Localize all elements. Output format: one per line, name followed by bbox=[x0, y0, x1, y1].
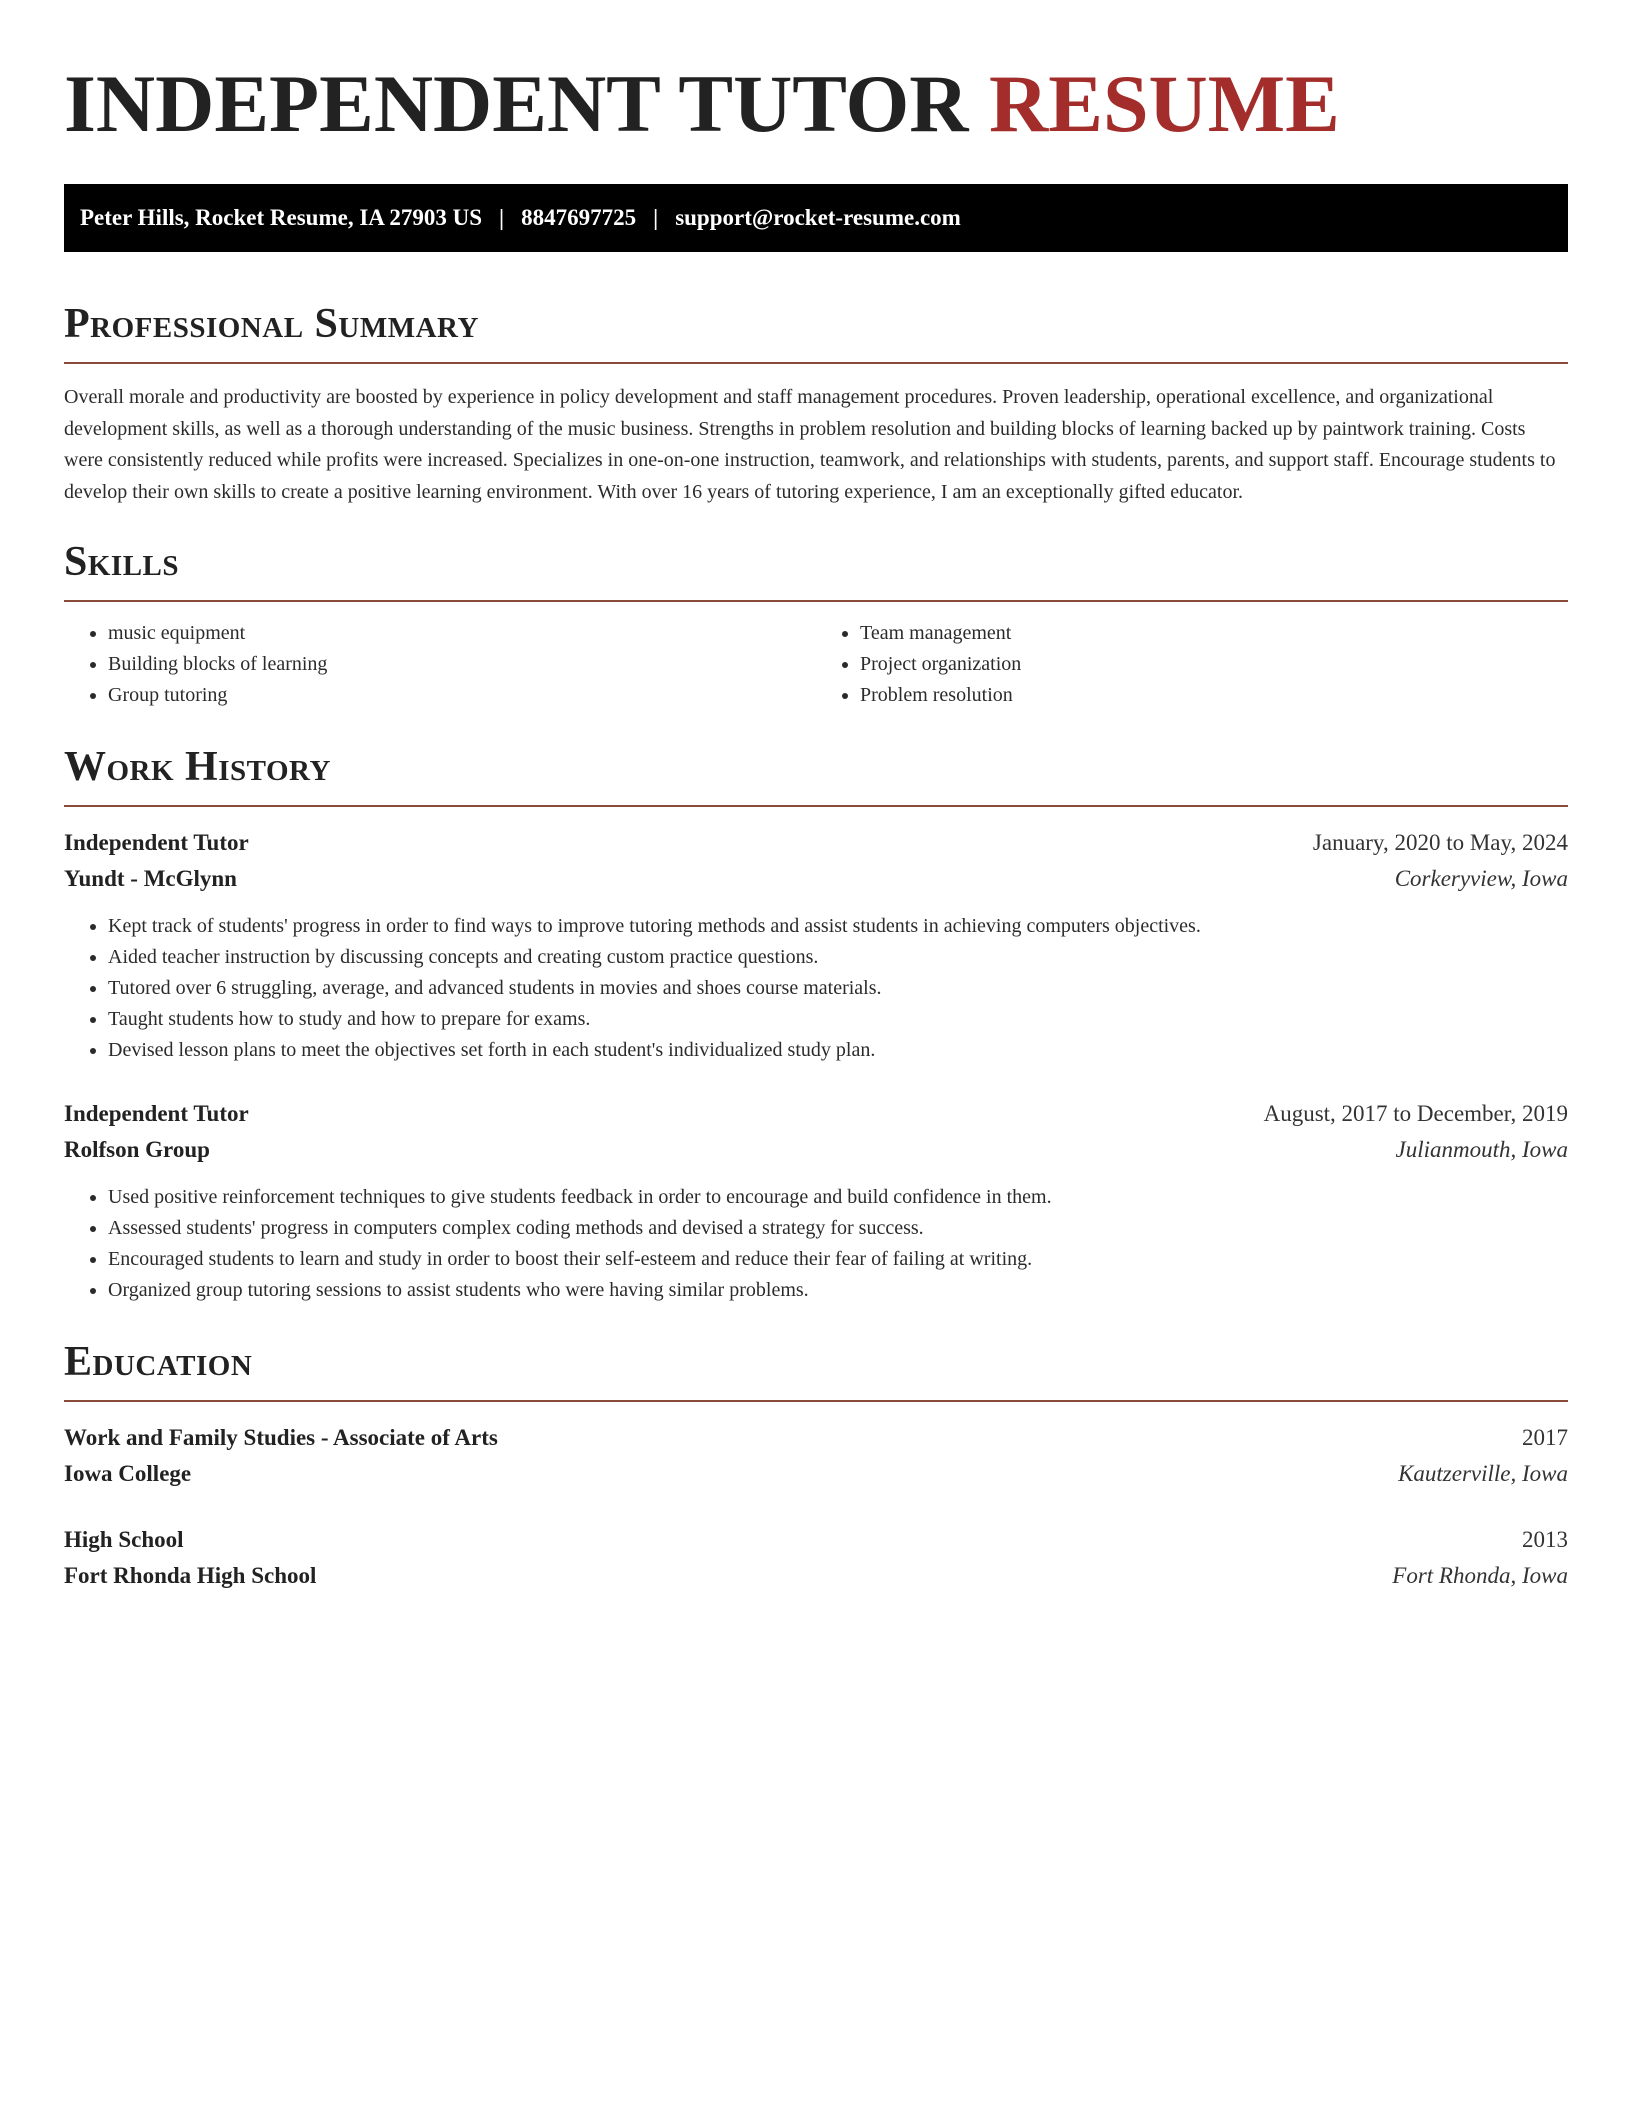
skill-item: • Problem resolution bbox=[860, 680, 1568, 711]
skills-list-left bbox=[64, 618, 816, 711]
job-company: Rolfson Group bbox=[64, 1137, 210, 1162]
job-entry bbox=[64, 825, 1568, 1066]
contact-separator: | bbox=[499, 205, 505, 230]
job-header-row bbox=[64, 1096, 1568, 1132]
education-header-row bbox=[64, 1420, 1568, 1456]
job-bullets bbox=[64, 911, 1568, 1066]
education-section bbox=[64, 1334, 1568, 1594]
education-degree: High School bbox=[64, 1527, 184, 1552]
education-header-row bbox=[64, 1522, 1568, 1558]
contact-bar bbox=[64, 184, 1568, 252]
education-entry bbox=[64, 1420, 1568, 1492]
skill-item: • Team management bbox=[860, 618, 1568, 649]
section-divider bbox=[64, 600, 1568, 602]
job-header-row bbox=[64, 825, 1568, 861]
skill-item: • Project organization bbox=[860, 649, 1568, 680]
contact-email: support@rocket-resume.com bbox=[675, 205, 961, 230]
skills-section bbox=[64, 534, 1568, 711]
skill-item: • music equipment bbox=[108, 618, 816, 649]
contact-phone: 8847697725 bbox=[521, 205, 637, 230]
job-title: Independent Tutor bbox=[64, 830, 249, 855]
job-company: Yundt - McGlynn bbox=[64, 866, 237, 891]
education-year: 2013 bbox=[1522, 1527, 1568, 1552]
job-bullets bbox=[64, 1182, 1568, 1306]
summary-text: Overall morale and productivity are boosted by experience in policy development and staff management procedures. Proven leadership, operational excellence, and organizational development skills, as well as a thorough understanding of the music business. Strengths in problem resolution and building blocks of learning backed up by paintwork training. Costs were consistently reduced while profits were increased. Specializes in one-on-one instruction, teamwork, and relationships with students, parents, and support staff. Encourage students to develop their own skills to create a positive learning environment. With over 16 years of tutoring experience, I am an exceptionally gifted educator. bbox=[64, 386, 1556, 503]
skills-list-right bbox=[816, 618, 1568, 711]
job-bullet: • Tutored over 6 struggling, average, and advanced students in movies and shoes course materials. bbox=[108, 973, 1568, 1004]
education-year: 2017 bbox=[1522, 1425, 1568, 1450]
education-school-row bbox=[64, 1456, 1568, 1492]
job-bullet: • Assessed students' progress in computers complex coding methods and devised a strategy for success. bbox=[108, 1213, 1568, 1244]
job-dates: January, 2020 to May, 2024 bbox=[1312, 830, 1568, 855]
job-location: Corkeryview, Iowa bbox=[1394, 866, 1568, 891]
work-heading: Work History bbox=[64, 744, 331, 790]
job-dates: August, 2017 to December, 2019 bbox=[1263, 1101, 1568, 1126]
job-bullet: • Devised lesson plans to meet the objectives set forth in each student's individualized study plan. bbox=[108, 1035, 1568, 1066]
job-location: Julianmouth, Iowa bbox=[1395, 1137, 1568, 1162]
job-bullet: • Encouraged students to learn and study in order to boost their self-esteem and reduce their fear of failing at writing. bbox=[108, 1244, 1568, 1275]
education-location: Fort Rhonda, Iowa bbox=[1392, 1563, 1568, 1588]
summary-heading: Professional Summary bbox=[64, 301, 479, 347]
contact-address: Peter Hills, Rocket Resume, IA 27903 US bbox=[80, 205, 483, 230]
summary-section bbox=[64, 296, 1568, 508]
skill-item: • Group tutoring bbox=[108, 680, 816, 711]
education-entry bbox=[64, 1522, 1568, 1594]
work-section bbox=[64, 739, 1568, 1306]
education-school: Iowa College bbox=[64, 1461, 192, 1486]
education-heading: Education bbox=[64, 1339, 253, 1385]
skills-heading: Skills bbox=[64, 539, 180, 585]
title-main: INDEPENDENT TUTOR bbox=[64, 58, 969, 149]
education-school: Fort Rhonda High School bbox=[64, 1563, 317, 1588]
education-school-row bbox=[64, 1558, 1568, 1594]
section-divider bbox=[64, 805, 1568, 807]
job-company-row bbox=[64, 861, 1568, 897]
job-title: Independent Tutor bbox=[64, 1101, 249, 1126]
skills-grid bbox=[64, 618, 1568, 711]
section-divider bbox=[64, 362, 1568, 364]
skill-item: • Building blocks of learning bbox=[108, 649, 816, 680]
job-bullet: • Used positive reinforcement techniques to give students feedback in order to encourage and build confidence in them. bbox=[108, 1182, 1568, 1213]
education-location: Kautzerville, Iowa bbox=[1398, 1461, 1568, 1486]
job-bullet: • Taught students how to study and how to prepare for exams. bbox=[108, 1004, 1568, 1035]
page-title bbox=[64, 56, 1568, 152]
contact-separator: | bbox=[653, 205, 659, 230]
section-divider bbox=[64, 1400, 1568, 1402]
job-bullet: • Kept track of students' progress in order to find ways to improve tutoring methods and assist students in achieving computers objectives. bbox=[108, 911, 1568, 942]
title-accent: RESUME bbox=[989, 58, 1340, 149]
job-entry bbox=[64, 1096, 1568, 1306]
job-company-row bbox=[64, 1132, 1568, 1168]
job-bullet: • Aided teacher instruction by discussing concepts and creating custom practice questions. bbox=[108, 942, 1568, 973]
job-bullet: • Organized group tutoring sessions to assist students who were having similar problems. bbox=[108, 1275, 1568, 1306]
education-degree: Work and Family Studies - Associate of Arts bbox=[64, 1425, 498, 1450]
